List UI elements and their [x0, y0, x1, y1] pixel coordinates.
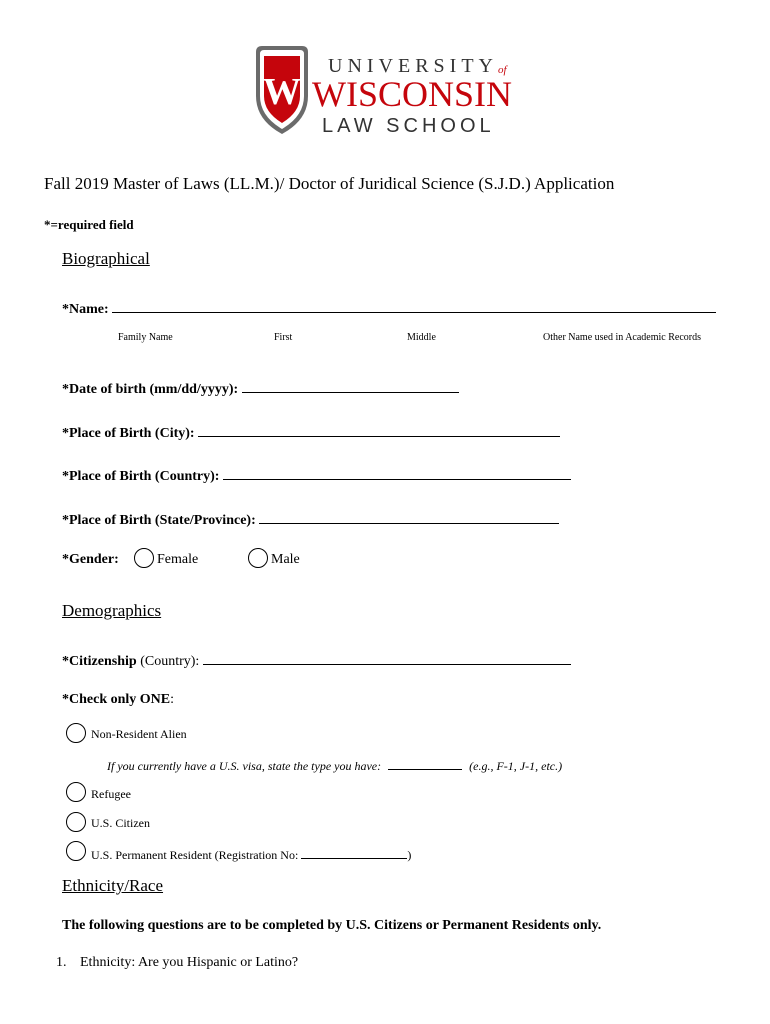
crest-letter: W [263, 71, 301, 113]
visa-type-input[interactable] [388, 757, 462, 770]
citizenship-input[interactable] [203, 650, 571, 665]
ethnicity-instruction: The following questions are to be completed by U.S. Citizens or Permanent Residents only. [62, 918, 602, 933]
crest-icon [256, 46, 308, 134]
refugee-label: Refugee [91, 787, 131, 801]
gender-male-radio[interactable] [248, 548, 268, 568]
page-title: Fall 2019 Master of Laws (LL.M.)/ Doctor of Juridical Science (S.J.D.) Application [44, 174, 615, 193]
name-row [62, 298, 716, 318]
dob-label: *Date of birth (mm/dd/yyyy): [62, 382, 239, 397]
pob-state-label: *Place of Birth (State/Province): [62, 513, 256, 528]
citizenship-suffix: (Country): [140, 654, 200, 669]
citizen-radio[interactable] [66, 812, 86, 832]
nonresident-radio[interactable] [66, 723, 86, 743]
pob-country-label: *Place of Birth (Country): [62, 469, 220, 484]
dob-row [62, 378, 459, 398]
gender-female-label: Female [157, 552, 199, 567]
nonresident-label: Non-Resident Alien [91, 727, 187, 741]
question-1-text: Ethnicity: Are you Hispanic or Latino? [80, 955, 299, 970]
permanent-resident-radio[interactable] [66, 841, 86, 861]
pob-country-input[interactable] [223, 465, 571, 480]
required-field-note: *=required field [44, 217, 134, 232]
refugee-radio[interactable] [66, 782, 86, 802]
name-input[interactable] [112, 298, 716, 313]
section-biographical: Biographical [62, 249, 150, 268]
name-part-first: First [274, 332, 293, 343]
name-part-other: Other Name used in Academic Records [543, 332, 702, 343]
visa-note: If you currently have a U.S. visa, state the type you have: (e.g., F-1, J-1, etc.) [107, 759, 563, 773]
logo-wisconsin: WISCONSIN [312, 74, 513, 114]
registration-number-input[interactable] [301, 846, 407, 859]
gender-male-label: Male [271, 552, 300, 567]
citizenship-row [62, 650, 571, 670]
check-one-row: *Check only ONE: [62, 692, 175, 707]
citizen-label: U.S. Citizen [91, 816, 150, 830]
citizenship-label: *Citizenship [62, 654, 137, 669]
gender-label: *Gender: [62, 552, 119, 567]
question-1-number: 1. [56, 955, 67, 970]
permanent-resident-row: U.S. Permanent Resident (Registration No: ) [91, 848, 412, 862]
section-demographics: Demographics [62, 601, 162, 620]
university-logo [250, 42, 520, 138]
logo-university: UNIVERSITY [328, 55, 498, 77]
logo-of: of [498, 64, 507, 76]
logo-law-school: LAW SCHOOL [322, 115, 495, 137]
name-label: *Name: [62, 302, 109, 317]
check-one-label: *Check only ONE [62, 692, 171, 707]
gender-female-radio[interactable] [134, 548, 154, 568]
name-part-middle: Middle [407, 332, 436, 343]
dob-input[interactable] [242, 378, 459, 393]
name-part-family: Family Name [118, 332, 173, 343]
permanent-resident-label: U.S. Permanent Resident (Registration No: [91, 848, 299, 862]
section-ethnicity: Ethnicity/Race [62, 876, 164, 895]
pob-city-label: *Place of Birth (City): [62, 426, 195, 441]
pob-state-row [62, 509, 559, 529]
pob-city-input[interactable] [198, 422, 560, 437]
pob-country-row [62, 465, 571, 485]
pob-state-input[interactable] [259, 509, 559, 524]
pob-city-row [62, 422, 560, 442]
